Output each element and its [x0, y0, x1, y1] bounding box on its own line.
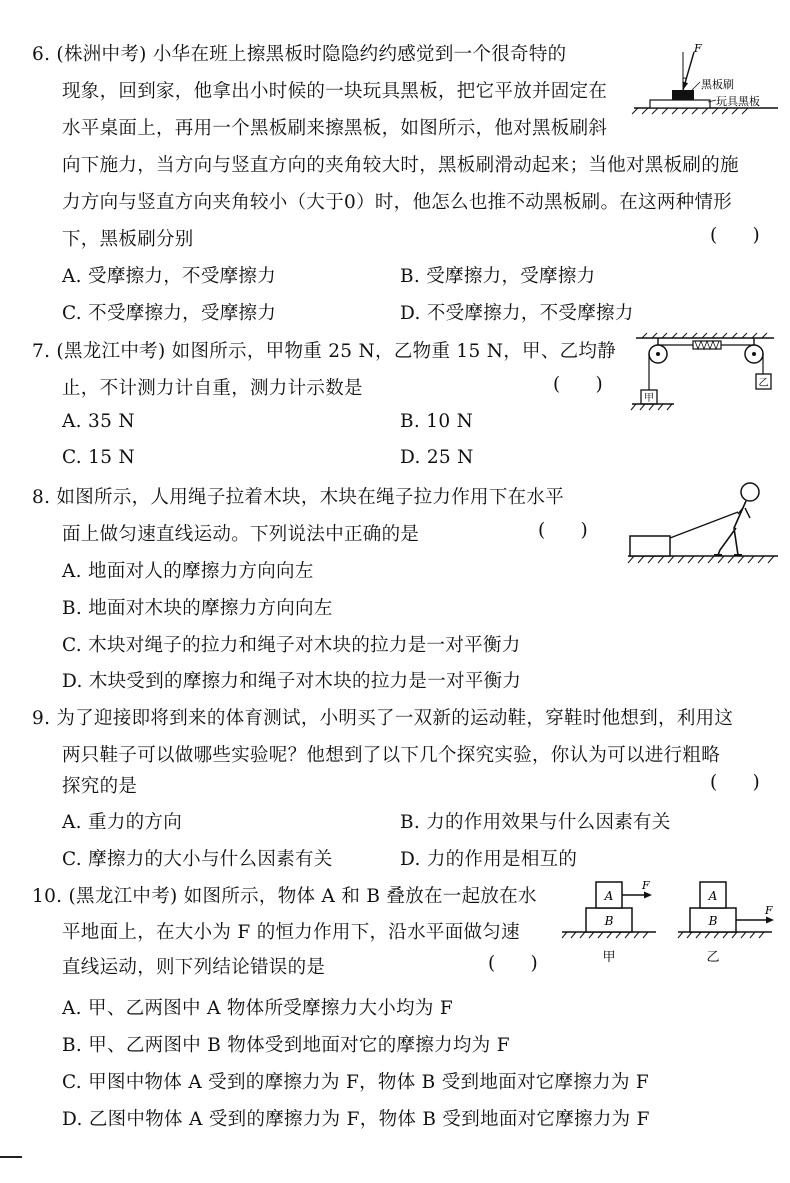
svg-text:甲: 甲 [644, 393, 654, 404]
q7-option-d: D. 25 N [400, 447, 474, 468]
q10-option-b: B. 甲、乙两图中 B 物体受到地面对它的摩擦力均为 F [62, 1035, 510, 1056]
q7-figure-pulleys [628, 332, 780, 412]
svg-text:F: F [765, 904, 773, 917]
q10-answer-blank: ( ) [488, 953, 538, 974]
q10-line-3: 直线运动，则下列结论错误的是 [62, 957, 326, 978]
blackboard-brush [672, 90, 694, 100]
q10-option-d: D. 乙图中物体 A 受到的摩擦力为 F，物体 B 受到地面对它摩擦力为 F [62, 1109, 650, 1130]
q8-answer-blank: ( ) [538, 520, 588, 541]
q6-line-6: 下，黑板刷分别 [62, 229, 194, 250]
wood-block [630, 536, 670, 556]
q9-line-3: 探究的是 [62, 776, 138, 797]
svg-text:F: F [642, 879, 650, 892]
q6-figure-blackboard [630, 38, 780, 116]
q8-option-d: D. 木块受到的摩擦力和绳子对木块的拉力是一对平衡力 [62, 671, 522, 692]
svg-text:B: B [708, 914, 718, 928]
q10-line-1: 10. (黑龙江中考) 如图所示，物体 A 和 B 叠放在一起放在水 [32, 886, 537, 907]
q6-answer-blank: ( ) [710, 225, 760, 246]
board-label: 玩具黑板 [716, 95, 760, 108]
q6-line-5: 力方向与竖直方向夹角较小（大于0）时，他怎么也推不动黑板刷。在这两种情形 [62, 192, 733, 213]
person-head [741, 483, 759, 501]
svg-text:A: A [604, 889, 614, 903]
q7-line-1: 7. (黑龙江中考) 如图所示，甲物重 25 N，乙物重 15 N，甲、乙均静 [32, 341, 617, 362]
q6-option-b: B. 受摩擦力，受摩擦力 [400, 266, 596, 287]
q6-option-c: C. 不受摩擦力，受摩擦力 [62, 303, 277, 324]
q6-line-1: 6. (株洲中考) 小华在班上擦黑板时隐隐约约感觉到一个很奇特的 [32, 44, 567, 65]
force-label: F [694, 42, 702, 55]
q8-option-c: C. 木块对绳子的拉力和绳子对木块的拉力是一对平衡力 [62, 635, 521, 656]
q6-option-d: D. 不受摩擦力，不受摩擦力 [400, 303, 634, 324]
q8-option-a: A. 地面对人的摩擦力方向向左 [62, 561, 314, 582]
q9-option-c: C. 摩擦力的大小与什么因素有关 [62, 849, 333, 870]
q9-option-a: A. 重力的方向 [62, 812, 183, 833]
q8-line-1: 8. 如图所示，人用绳子拉着木块，木块在绳子拉力作用下在水平 [32, 487, 565, 508]
rope [670, 512, 738, 538]
q7-option-c: C. 15 N [62, 447, 135, 468]
q9-line-2: 两只鞋子可以做哪些实验呢？他想到了以下几个探究实验，你认为可以进行粗略 [62, 745, 721, 766]
caption-yi: 乙 [706, 950, 720, 965]
q9-line-1: 9. 为了迎接即将到来的体育测试，小明买了一双新的运动鞋，穿鞋时他想到，利用这 [32, 708, 734, 729]
q10-line-2: 平地面上，在大小为 F 的恒力作用下，沿水平面做匀速 [62, 922, 520, 943]
q9-option-d: D. 力的作用是相互的 [400, 849, 578, 870]
q8-line-2: 面上做匀速直线运动。下列说法中正确的是 [62, 524, 420, 545]
svg-text:B: B [604, 914, 614, 928]
q10-figure-stacked-blocks [560, 872, 786, 972]
svg-text:A: A [708, 889, 718, 903]
q6-line-3: 水平桌面上，再用一个黑板刷来擦黑板，如图所示，他对黑板刷斜 [62, 118, 608, 139]
page-footer-rule [0, 1156, 22, 1158]
brush-label: 黑板刷 [701, 78, 734, 91]
q7-answer-blank: ( ) [553, 374, 603, 395]
q7-line-2: 止，不计测力计自重，测力计示数是 [62, 378, 363, 399]
q9-option-b: B. 力的作用效果与什么因素有关 [400, 812, 671, 833]
q7-option-b: B. 10 N [400, 411, 474, 432]
q9-answer-blank: ( ) [710, 772, 760, 793]
q8-option-b: B. 地面对木块的摩擦力方向向左 [62, 598, 333, 619]
q8-figure-rope-pull [626, 478, 780, 570]
caption-jia: 甲 [602, 950, 616, 965]
q6-option-a: A. 受摩擦力，不受摩擦力 [62, 266, 277, 287]
q6-line-4: 向下施力，当方向与竖直方向的夹角较大时，黑板刷滑动起来；当他对黑板刷的施 [62, 155, 739, 176]
q10-option-c: C. 甲图中物体 A 受到的摩擦力为 F，物体 B 受到地面对它摩擦力为 F [62, 1072, 650, 1093]
q10-option-a: A. 甲、乙两图中 A 物体所受摩擦力大小均为 F [62, 998, 453, 1019]
q7-option-a: A. 35 N [62, 411, 135, 432]
toy-blackboard [650, 100, 710, 108]
svg-text:乙: 乙 [758, 378, 769, 389]
q6-line-2: 现象，回到家，他拿出小时候的一块玩具黑板，把它平放并固定在 [62, 81, 608, 102]
